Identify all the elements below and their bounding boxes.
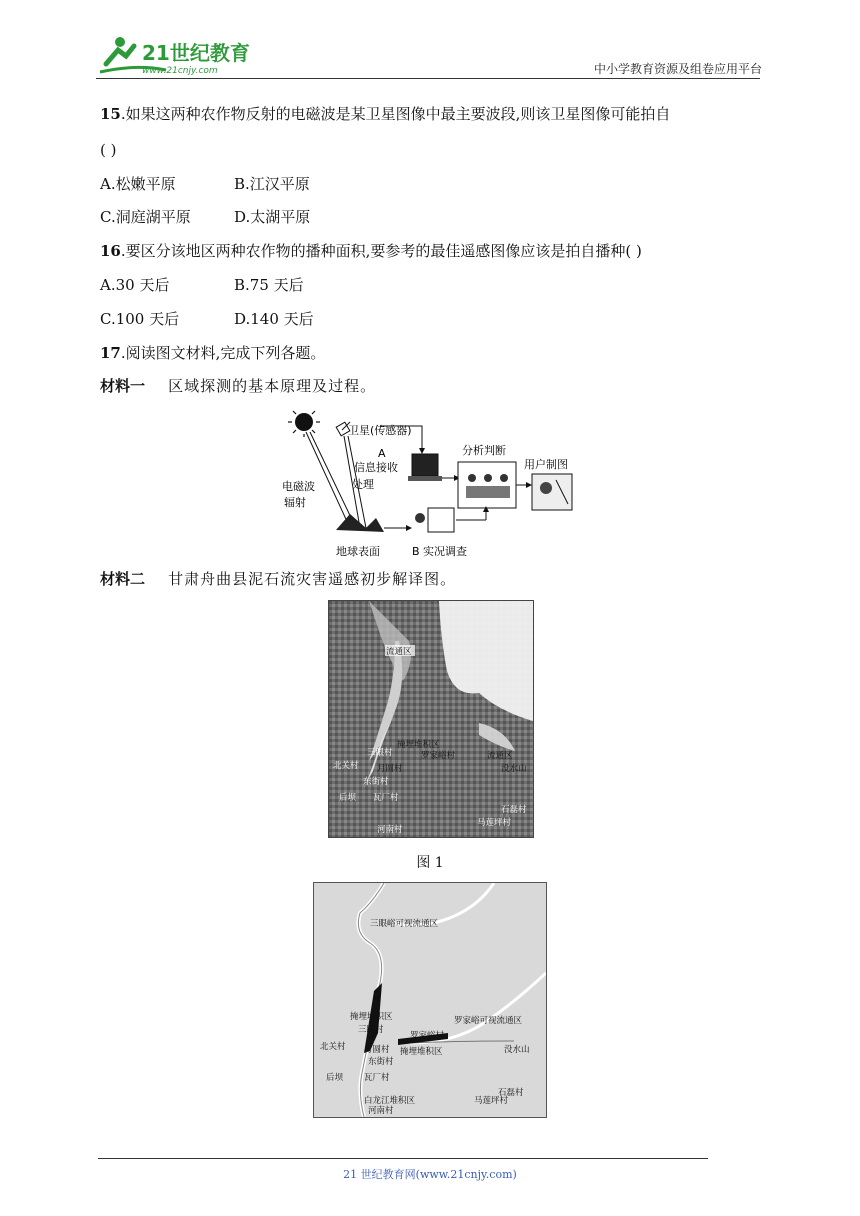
earth-surface-icon (336, 514, 384, 532)
fig2-label-luojia: 罗家峪村 (410, 1031, 445, 1041)
material-2-heading (100, 568, 456, 589)
fig1-label-henan: 河南村 (377, 825, 403, 835)
analysis-label: 分析判断 (462, 444, 506, 457)
fig1-label-flow1: 流通区 (386, 647, 412, 657)
fig1-label-beiguan: 北关村 (333, 761, 359, 771)
figure-1-satellite-image (328, 600, 534, 838)
option-c: C.洞庭湖平原 (100, 208, 191, 226)
option-d: D.140 天后 (234, 310, 314, 328)
question-number: 16 (100, 242, 121, 260)
fig2-label-houba: 后坝 (326, 1073, 344, 1083)
question-15-paren: ( ) (100, 141, 117, 159)
fig2-label-beiguan: 北关村 (320, 1042, 346, 1052)
survey-icon (415, 508, 454, 532)
material-1-heading (100, 375, 376, 396)
question-text: .阅读图文材料,完成下列各题。 (120, 344, 326, 362)
fig1-label-luojia: 罗家峪村 (421, 751, 456, 761)
fig1-label-dongjie: 东街村 (363, 777, 389, 787)
fig2-label-sanyanflow: 三眼峪可视流通区 (370, 919, 439, 929)
material-label: 材料二 (100, 570, 146, 588)
fig2-label-shilei: 石磊村 (498, 1088, 524, 1098)
question-number: 17 (100, 344, 121, 362)
em-wave-label-2: 辐射 (284, 496, 306, 509)
fig2-label-dongjie: 东街村 (368, 1057, 394, 1067)
fig2-label-bailong: 白龙江堆积区 (364, 1096, 416, 1106)
material-text: 甘肃舟曲县泥石流灾害遥感初步解译图。 (168, 570, 457, 588)
fig2-label-malianping: 马莲坪村 (474, 1096, 509, 1106)
question-text: .要区分该地区两种农作物的播种面积,要参考的最佳遥感图像应该是拍自播种( ) (120, 242, 642, 260)
fig1-label-malianping: 马莲坪村 (477, 818, 512, 828)
footer-divider (98, 1158, 708, 1159)
footer-text: 21 世纪教育网(www.21cnjy.com) (343, 1168, 517, 1181)
analysis-meeting-icon (458, 462, 516, 508)
logo-text: 21世纪教育 (142, 41, 250, 65)
question-number: 15 (100, 105, 121, 123)
user-mapping-label: 用户制图 (524, 458, 568, 471)
fig1-label-yueyuan: 月圆村 (377, 764, 403, 774)
material-label: 材料一 (100, 377, 146, 395)
em-wave-label-1: 电磁波 (282, 480, 315, 493)
fig2-label-henan: 河南村 (368, 1106, 394, 1116)
a-label: A (378, 447, 386, 460)
fig1-label-moshui: 没水山 (501, 764, 527, 774)
fig2-label-yueyuan: 月圆村 (364, 1045, 390, 1055)
sun-icon (288, 410, 320, 437)
question-15 (100, 104, 670, 124)
earth-surface-label: 地球表面 (336, 545, 380, 558)
fig1-label-wachang: 瓦厂村 (373, 793, 399, 803)
info-label-1: 信息接收 (354, 461, 398, 474)
option-d: D.太湖平原 (234, 208, 311, 226)
figure-2-interpretation-map (313, 882, 547, 1118)
question-17 (100, 343, 325, 363)
material-text: 区域探测的基本原理及过程。 (168, 377, 377, 395)
fig1-label-shilei: 石磊村 (501, 805, 527, 815)
question-16 (100, 241, 642, 261)
survey-label: B 实况调查 (412, 545, 468, 558)
user-mapping-icon (532, 474, 572, 510)
fig2-label-burial1: 掩埋堆积区 (350, 1012, 393, 1022)
info-label-2: 处理 (352, 478, 374, 491)
fig2-label-sanyan: 三眼村 (358, 1025, 384, 1035)
fig2-label-burial2: 掩埋堆积区 (400, 1047, 443, 1057)
satellite-label: 卫星(传感器) (348, 424, 412, 437)
figure-1-caption: 图 1 (416, 855, 444, 871)
computer-icon (408, 454, 442, 481)
fig2-label-wachang: 瓦厂村 (364, 1073, 390, 1083)
fig1-label-sanyan: 三眼村 (367, 748, 393, 758)
fig2-label-moshui: 没水山 (504, 1045, 530, 1055)
remote-sensing-process-diagram (280, 410, 580, 560)
option-b: B.75 天后 (234, 276, 304, 294)
fig1-label-flow2: 流通区 (487, 751, 513, 761)
option-a: A.30 天后 (100, 276, 170, 294)
logo (96, 34, 256, 78)
logo-url: www.21cnjy.com (142, 66, 218, 76)
header-platform-text: 中小学教育资源及组卷应用平台 (593, 62, 762, 76)
header-divider (96, 78, 760, 79)
option-c: C.100 天后 (100, 310, 180, 328)
fig2-label-luojiaflow: 罗家峪可视流通区 (454, 1016, 523, 1026)
question-text: .如果这两种农作物反射的电磁波是某卫星图像中最主要波段,则该卫星图像可能拍自 (120, 105, 671, 123)
fig1-label-burial: 掩埋堆积区 (397, 740, 440, 750)
fig1-label-houba: 后坝 (339, 793, 357, 803)
option-a: A.松嫩平原 (100, 175, 176, 193)
option-b: B.江汉平原 (234, 175, 310, 193)
